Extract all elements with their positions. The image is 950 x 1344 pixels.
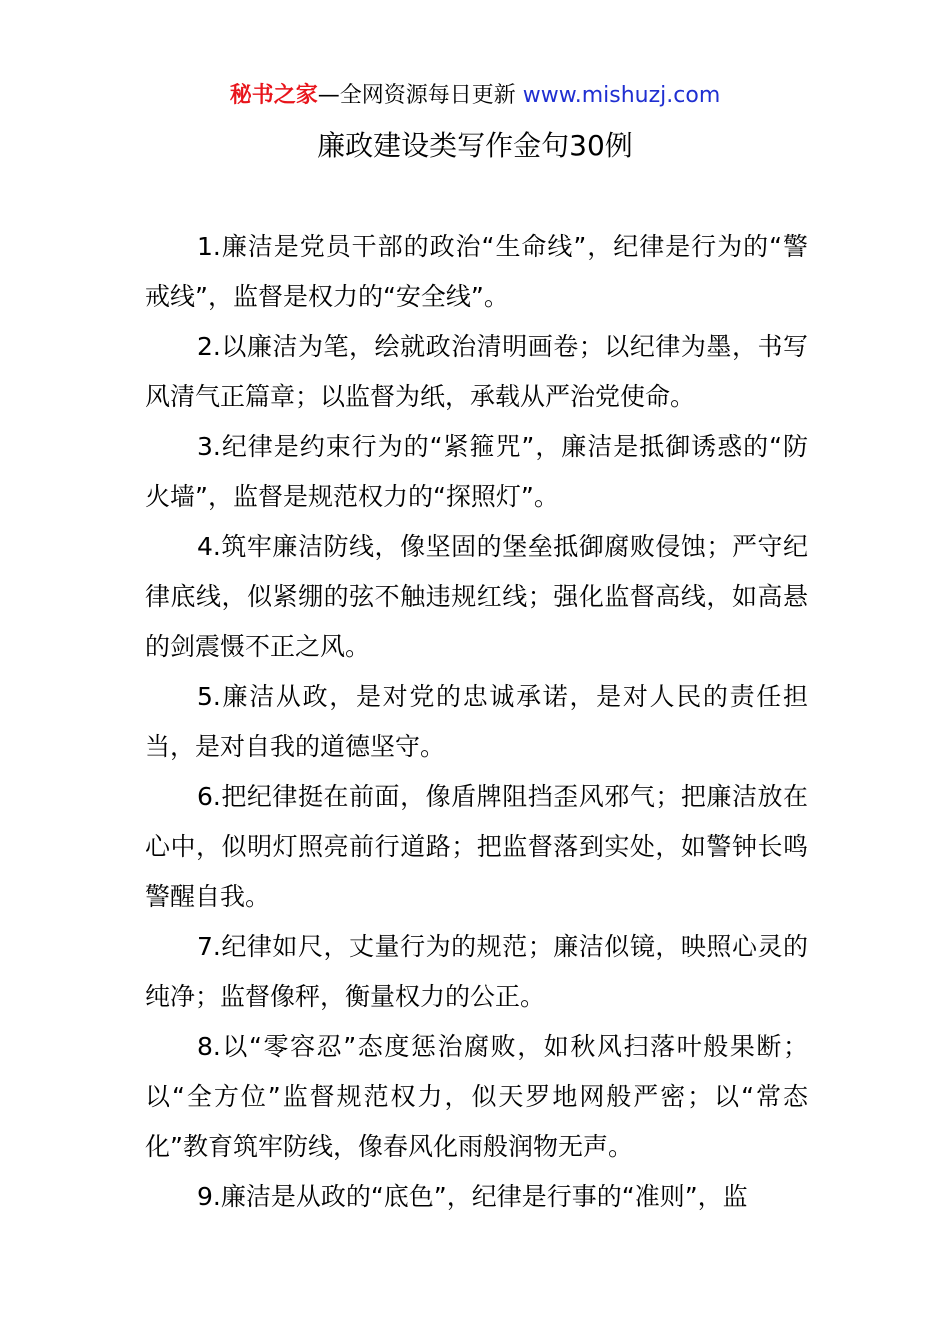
paragraph-7: 7.纪律如尺，丈量行为的规范；廉洁似镜，映照心灵的纯净；监督像秤，衡量权力的公正。: [145, 932, 808, 1011]
site-header: [0, 80, 950, 112]
paragraph-9: 9.廉洁是从政的“底色”，纪律是行事的“准则”，监: [197, 1182, 748, 1211]
paragraph-6: 6.把纪律挺在前面，像盾牌阻挡歪风邪气；把廉洁放在心中，似明灯照亮前行道路；把监督落到实处，如警钟长鸣警醒自我。: [145, 782, 808, 911]
document-body: [145, 222, 808, 1222]
paragraph-5: 5.廉洁从政，是对党的忠诚承诺，是对人民的责任担当，是对自我的道德坚守。: [145, 682, 808, 761]
paragraph-4: 4.筑牢廉洁防线，像坚固的堡垒抵御腐败侵蚀；严守纪律底线，似紧绷的弦不触违规红线；强化监督高线，如高悬的剑震慑不正之风。: [145, 532, 808, 661]
paragraph-2: 2.以廉洁为笔，绘就政治清明画卷；以纪律为墨，书写风清气正篇章；以监督为纸，承载从严治党使命。: [145, 332, 808, 411]
paragraph-3: 3.纪律是约束行为的“紧箍咒”，廉洁是抵御诱惑的“防火墙”，监督是规范权力的“探照灯”。: [145, 432, 808, 511]
brand-name: 秘书之家: [229, 83, 318, 108]
site-url-link[interactable]: www.mishuzj.com: [522, 83, 721, 108]
paragraph-1: 1.廉洁是党员干部的政治“生命线”，纪律是行为的“警戒线”，监督是权力的“安全线”。: [145, 232, 808, 311]
header-tagline: —全网资源每日更新: [317, 83, 516, 108]
paragraph-8: 8.以“零容忍”态度惩治腐败，如秋风扫落叶般果断；以“全方位”监督规范权力，似天罗地网般严密；以“常态化”教育筑牢防线，像春风化雨般润物无声。: [145, 1032, 808, 1161]
document-title: 廉政建设类写作金句30例: [317, 129, 633, 162]
